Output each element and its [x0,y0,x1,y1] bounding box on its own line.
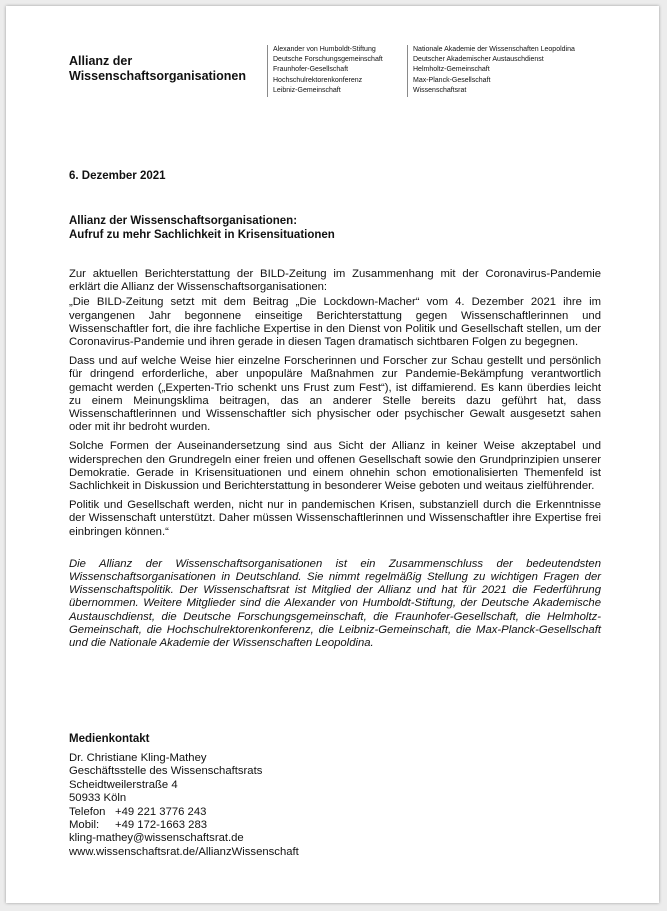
contact-city: 50933 Köln [69,792,127,805]
statement-paragraph-4: Politik und Gesellschaft werden, nicht nur in pandemischen Krisen, substanziell durch die Erkenntnisse der Wissenschaft unterstützt. Daher müssen Wissenschaftlerinnen und Wissenschaftler ihre Expertise frei einbringen können.“ [69,499,601,538]
member-item: Deutscher Akademischer Austauschdienst [413,56,544,64]
press-release-body [69,268,601,656]
member-item: Fraunhofer-Gesellschaft [273,66,349,74]
contact-name: Dr. Christiane Kling-Mathey [69,752,207,764]
document-date: 6. Dezember 2021 [69,170,166,182]
member-list-left [267,45,403,97]
press-release-headline [69,214,335,242]
mobile-number[interactable]: +49 172-1663 283 [115,819,208,832]
contact-street: Scheidtweilerstraße 4 [69,778,178,791]
member-item: Deutsche Forschungsgemeinschaft [273,56,383,64]
contact-email-link[interactable]: kling-mathey@wissenschaftsrat.de [69,832,244,845]
statement-paragraph-1: „Die BILD-Zeitung setzt mit dem Beitrag „Die Lockdown-Macher“ vom 4. Dezember 2021 ihre im vergangenen Jahr begonnene einseitige Berichterstattung gegen Wissenschaftlerinnen und Wissenschaftler fort, die ihre fachliche Expertise in den Dienst von Politik und Gesellschaft stellen, um der Coronavirus-Pandemie und ihren gerade in diesen Tagen dramatisch sichtbaren Folgen zu begegnen. [69,296,601,349]
mobile-label: Mobil: [69,819,100,832]
member-item: Wissenschaftsrat [413,86,467,94]
member-list-right [407,45,593,97]
contact-mobile-row [69,819,299,832]
organization-name-line1: Allianz der [69,54,133,68]
contact-office: Geschäftsstelle des Wissenschaftsrats [69,765,263,778]
member-item: Helmholtz-Gemeinschaft [413,66,490,74]
headline-line2: Aufruf zu mehr Sachlichkeit in Krisensituationen [69,229,335,241]
member-item: Hochschulrektorenkonferenz [273,76,363,84]
media-contact-block [69,752,299,859]
member-item: Leibniz-Gemeinschaft [273,86,341,94]
contact-phone-row [69,806,299,819]
media-contact-heading: Medienkontakt [69,733,150,745]
document-page [6,6,659,903]
member-item: Nationale Akademie der Wissenschaften Leopoldina [413,46,575,53]
phone-number[interactable]: +49 221 3776 243 [115,805,207,818]
statement-paragraph-2: Dass und auf welche Weise hier einzelne Forscherinnen und Forscher zur Schau gestellt und persönlich für dringend erforderliche, aber unpopuläre Maßnahmen zur Pandemie-Bekämpfung verantwortlich gemacht werden („Experten-Trio schenkt uns Frust zum Fest“), ist diffamierend. Es kann überdies leicht zu einem Meinungsklima beitragen, das an anderer Stelle bereits dazu geführt hat, dass Wissenschaftlerinnen und Wissenschaftler sich physischer oder psychischer Gewalt ausgesetzt sahen oder mit ihr bedroht wurden. [69,355,601,434]
organization-name-line2: Wissenschaftsorganisationen [69,69,247,83]
about-alliance-paragraph: Die Allianz der Wissenschaftsorganisationen ist ein Zusammenschluss der bedeutendsten Wissenschaftsorganisationen in Deutschland. Sie nimmt regelmäßig Stellung zu wichtigen Fragen der Wissenschaftspolitik. Der Wissenschaftsrat ist Mitglied der Allianz und hat für 2021 die Federführung übernommen. Weitere Mitglieder sind die Alexander von Humboldt-Stiftung, der Deutsche Akademische Austauschdienst, die Deutsche Forschungsgemeinschaft, die Fraunhofer-Gesellschaft, die Helmholtz-Gemeinschaft, die Hochschulrektorenkonferenz, die Leibniz-Gemeinschaft, die Max-Planck-Gesellschaft und die Nationale Akademie der Wissenschaften Leopoldina. [69,557,601,650]
phone-label: Telefon [69,805,106,818]
contact-website-link[interactable]: www.wissenschaftsrat.de/AllianzWissenschaft [69,845,299,858]
intro-paragraph: Zur aktuellen Berichterstattung der BILD-Zeitung im Zusammenhang mit der Coronavirus-Pandemie erklärt die Allianz der Wissenschaftsorganisationen: [69,268,601,294]
member-item: Max-Planck-Gesellschaft [413,76,491,84]
statement-paragraph-3: Solche Formen der Auseinandersetzung sind aus Sicht der Allianz in keiner Weise akzeptabel und widersprechen den Grundregeln einer freien und offenen Gesellschaft sowie den Grundprinzipien unserer Demokratie. Gerade in Krisensituationen und einem ohnehin schon emotionalisierten Themenfeld ist Sachlichkeit in Diskussion und Berichterstattung in besonderer Weise geboten und weitaus zielführender. [69,440,601,493]
member-item: Alexander von Humboldt-Stiftung [273,46,376,53]
headline-line1: Allianz der Wissenschaftsorganisationen: [69,215,298,227]
organization-name [69,54,246,84]
